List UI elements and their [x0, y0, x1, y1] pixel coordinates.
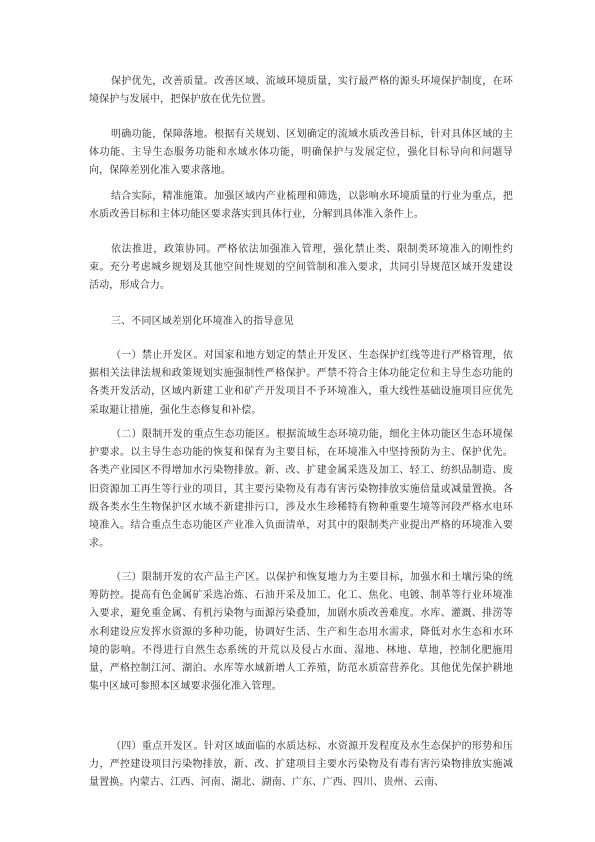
subsection-prohibited-area: （一）禁止开发区。对国家和地方划定的禁止开发区、生态保护红线等进行严格管理，依据相关法律法规和政策规划实施强制性严格保护。严禁不符合主体功能定位和主导生态功能的各类开发活动，区域内新建工业和矿产开发项目不予环境准入，重大线性基础设施项目应优先采取避让措施，强化生态修复和补偿。 [89, 350, 513, 416]
subsection-key-development-area: （四）重点开发区。针对区域面临的水质达标、水资源开发程度及水生态保护的形势和压力，严控建设项目污染物排放，新、改、扩建项目主要水污染物及有毒有害污染物排放实施减量置换。内蒙古、江西、河南、湖北、湖南、广东、广西、四川、贵州、云南、 [89, 741, 513, 789]
subsection-agricultural-area: （三）限制开发的农产品主产区。以保护和恢复地力为主要目标，加强水和土壤污染的统筹防控。提高有色金属矿采选冶炼、石油开采及加工、化工、焦化、电镀、制革等行业环境准入要求，避免重金属、有机污染物与面源污染叠加，加剧水质改善难度。水库、灌溉、排涝等水利建设应发挥水资源的多种功能，协调好生活、生产和生态用水需求，降低对水生态和水环境的影响。不得进行自然生态系统的开荒以及侵占水面、湿地、林地、草地，控制化肥施用量，严格控制江河、湖泊、水库等水域新增人工养殖，防范水质富营养化。其他优先保护耕地集中区域可参照本区域要求强化准入管理。 [89, 572, 513, 693]
section-heading: 三、不同区域差别化环境准入的指导意见 [111, 316, 294, 327]
subsection-ecological-function-area: （二）限制开发的重点生态功能区。根据流域生态环境功能，细化主体功能区生态环境保护要求。以主导生态功能的恢复和保育为主要目标，在环境准入中坚持预防为主、保护优先。各类产业园区不得增加水污染物排放。新、改、扩建金属采选及加工、轻工、纺织品制造、废旧资源加工再生等行业的项目，其主要污染物及有毒有害污染物排放实施倍量或减量置换。各级各类水生生物保护区水域不新建排污口，涉及水生珍稀特有物种重要生境等河段严格水电环境准入。结合重点生态功能区产业准入负面清单，对其中的限制类产业提出严格的环境准入要求。 [89, 429, 513, 550]
paragraph-protection-priority: 保护优先，改善质量。改善区域、流域环境质量，实行最严格的源头环境保护制度，在环境保护与发展中，把保护放在优先位置。 [89, 76, 513, 106]
paragraph-practical-measures: 结合实际，精准施策。加强区域内产业梳理和筛选，以影响水环境质量的行业为重点，把水质改善目标和主体功能区要求落实到具体行业，分解到具体准入条件上。 [89, 191, 513, 221]
paragraph-clear-function: 明确功能，保障落地。根据有关规划、区划确定的流域水质改善目标，针对具体区域的主体功能、主导生态服务功能和水域水体功能，明确保护与发展定位，强化目标导向和问题导向，保障差别化准入要求落地。 [89, 129, 513, 177]
paragraph-lawful-advance: 依法推进，政策协同。严格依法加强准入管理，强化禁止类、限制类环境准入的刚性约束。充分考虑城乡规划及其他空间性规划的空间管制和准入要求，共同引导规范区域开发建设活动，形成合力。 [89, 244, 513, 292]
